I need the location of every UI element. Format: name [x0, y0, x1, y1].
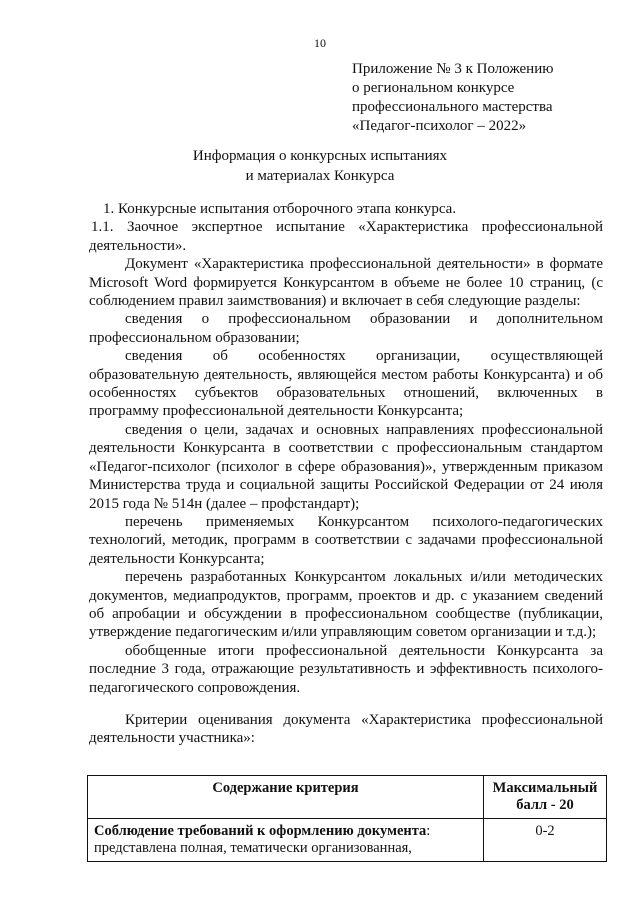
appendix-note — [352, 60, 622, 136]
appendix-line: «Педагог-психолог – 2022» — [352, 118, 527, 134]
table-header-row — [88, 776, 607, 819]
list-item: сведения о профессиональном образовании и дополнительном профессиональном образовании; — [89, 311, 603, 346]
appendix-line: Приложение № 3 к Положению — [352, 61, 554, 77]
page-number: 10 — [314, 36, 326, 50]
subsection-heading: 1.1. Заочное экспертное испытание «Характеристика профессиональной деятельности». — [89, 219, 603, 254]
max-score-column-header: Максимальный балл - 20 — [484, 776, 607, 819]
criteria-table — [87, 775, 607, 862]
criterion-text: : представлена полная, тематически организованная, — [94, 823, 431, 856]
list-item: сведения об особенностях организации, осуществляющей образовательную деятельность, являющейся местом работы Конкурсанта) и об особенностях субъектов образовательных отношений, включенных в программу профессиональной деятельности Конкурсанта; — [89, 348, 603, 420]
title-line: Информация о конкурсных испытаниях — [192, 148, 448, 164]
document-body — [89, 200, 603, 748]
title-line: и материалах Конкурса — [245, 168, 395, 184]
table-row — [88, 819, 607, 862]
list-item: перечень разработанных Конкурсантом локальных и/или методических документов, медиапродуктов, программ, проектов и др. с указанием сведений об апробации и обсуждении в профессиональном сообществе (публикации, утверждение педагогическим и/или управляющим советом организации и т.д.); — [89, 569, 603, 641]
appendix-line: о региональном конкурсе — [352, 80, 515, 96]
list-item: сведения о цели, задачах и основных направлениях профессиональной деятельности Конкурсанта в соответствии с профессиональным стандартом «Педагог-психолог (психолог в сфере образования)», утвержденным приказом Министерства труда и социальной защиты Российской Федерации от 24 июля 2015 года № 514н (далее – профстандарт); — [89, 421, 603, 512]
criterion-cell — [88, 819, 484, 862]
score-cell: 0-2 — [484, 819, 607, 862]
list-item: перечень применяемых Конкурсантом психолого-педагогических технологий, методик, программ в соответствии с задачами профессиональной деятельности Конкурсанта; — [89, 513, 603, 567]
criterion-column-header: Содержание критерия — [88, 776, 484, 819]
document-title — [0, 146, 640, 186]
paragraph: Документ «Характеристика профессиональной деятельности» в формате Microsoft Word формируется Конкурсантом в объеме не более 10 страниц, (с соблюдением правил заимствования) и включает в себя следующие разделы: — [89, 256, 603, 310]
paragraph: Критерии оценивания документа «Характеристика профессиональной деятельности участника»: — [89, 711, 603, 747]
appendix-line: профессионального мастерства — [352, 99, 553, 115]
list-item: обобщенные итоги профессиональной деятельности Конкурсанта за последние 3 года, отражающие результативность и эффективность психолого-педагогического сопровождения. — [89, 642, 603, 696]
criterion-title: Соблюдение требований к оформлению документа — [94, 823, 427, 839]
section-heading: 1. Конкурсные испытания отборочного этапа конкурса. — [103, 201, 457, 217]
